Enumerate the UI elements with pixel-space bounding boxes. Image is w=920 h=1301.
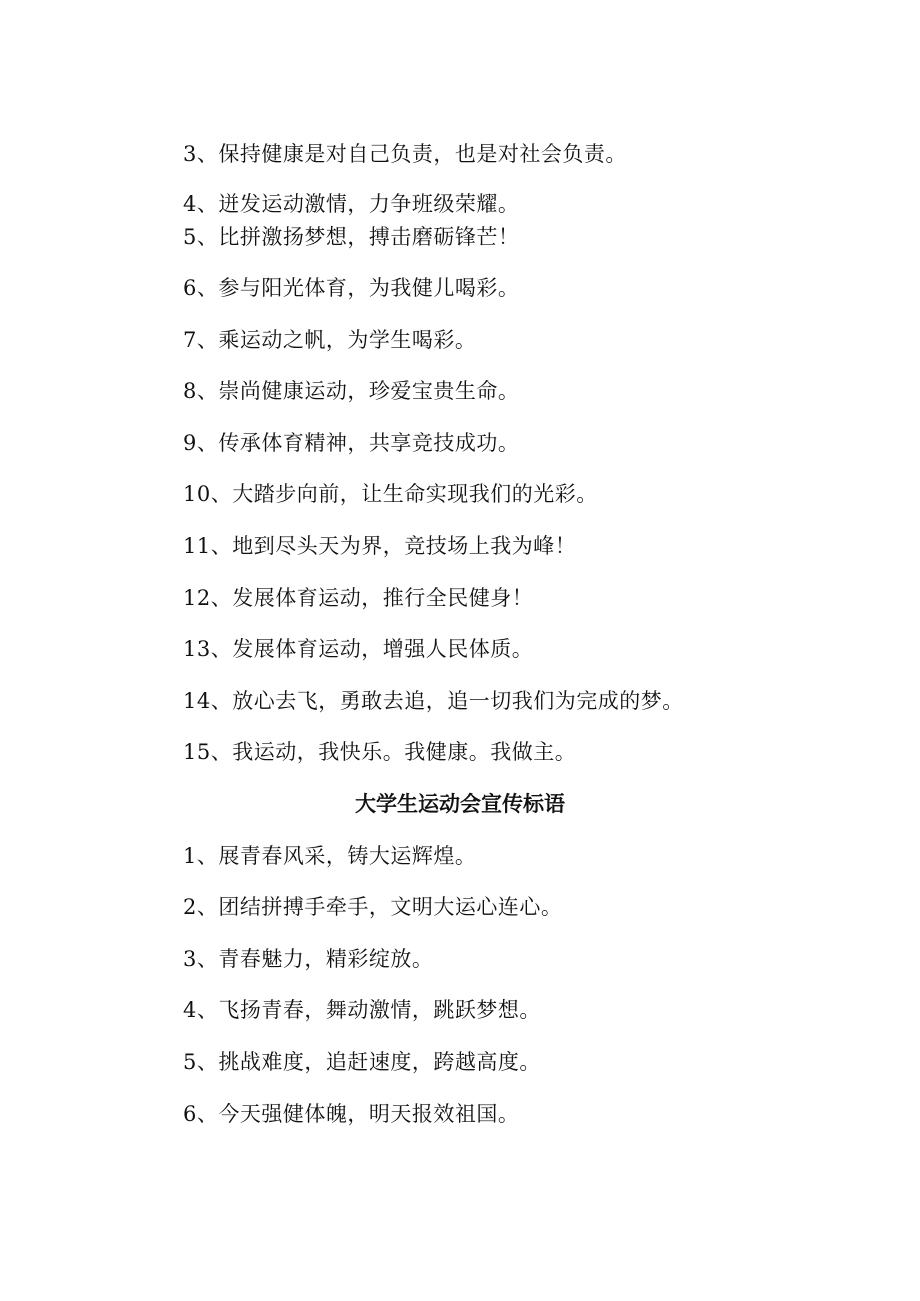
slogan-line: 6、参与阳光体育，为我健儿喝彩。: [183, 276, 520, 300]
slogan-line: 11、地到尽头天为界，竞技场上我为峰！: [183, 534, 577, 558]
section-title: 大学生运动会宣传标语: [355, 792, 565, 816]
slogan-line: 7、乘运动之帆，为学生喝彩。: [183, 328, 477, 352]
slogan-line: 3、青春魅力，精彩绽放。: [183, 947, 434, 971]
slogan-line: 1、展青春风采，铸大运辉煌。: [183, 844, 477, 868]
slogan-line: 4、迸发运动激情，力争班级荣耀。: [183, 192, 520, 216]
slogan-line: 8、崇尚健康运动，珍爱宝贵生命。: [183, 379, 520, 403]
slogan-line: 6、今天强健体魄，明天报效祖国。: [183, 1102, 520, 1126]
slogan-line: 14、放心去飞，勇敢去追，追一切我们为完成的梦。: [183, 689, 684, 713]
slogan-line: 10、大踏步向前，让生命实现我们的光彩。: [183, 482, 598, 506]
slogan-line: 3、保持健康是对自己负责，也是对社会负责。: [183, 142, 627, 166]
slogan-line: 9、传承体育精神，共享竞技成功。: [183, 431, 520, 455]
slogan-line: 12、发展体育运动，推行全民健身！: [183, 586, 534, 610]
slogan-line: 15、我运动，我快乐。我健康。我做主。: [183, 740, 577, 764]
slogan-line: 13、发展体育运动，增强人民体质。: [183, 637, 534, 661]
slogan-line: 4、飞扬青春，舞动激情，跳跃梦想。: [183, 998, 541, 1022]
slogan-line: 5、比拼激扬梦想，搏击磨砺锋芒！: [183, 225, 520, 249]
slogan-line: 5、挑战难度，追赶速度，跨越高度。: [183, 1050, 541, 1074]
slogan-line: 2、团结拼搏手牵手，文明大运心连心。: [183, 895, 563, 919]
